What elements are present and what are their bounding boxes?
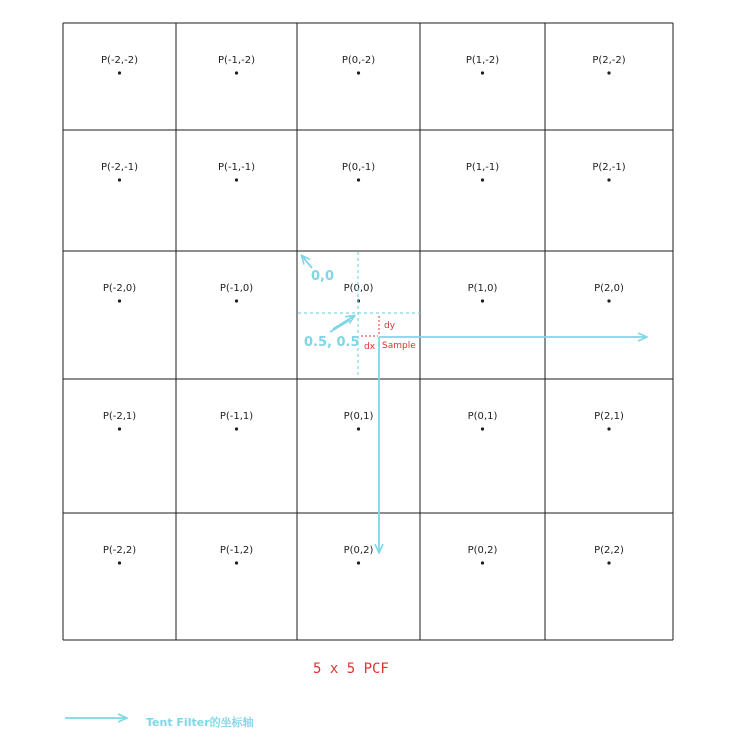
grid-cell bbox=[594, 411, 624, 431]
cell-label: P(2,1) bbox=[594, 411, 624, 422]
grid-cell bbox=[468, 545, 498, 565]
cell-label: P(0,1) bbox=[343, 411, 374, 422]
sample-point-dot bbox=[357, 178, 360, 181]
cell-label: P(-1,0) bbox=[219, 283, 254, 294]
cell-label: P(-1,1) bbox=[219, 411, 254, 422]
cell-label: P(2,0) bbox=[594, 283, 624, 294]
cell-label: P(0,-1) bbox=[341, 162, 376, 173]
grid-cell bbox=[468, 283, 498, 303]
sample-point-dot bbox=[481, 427, 484, 430]
sample-point-dot bbox=[607, 178, 610, 181]
cell-label: P(-2,0) bbox=[102, 283, 137, 294]
center-label: 0.5, 0.5 bbox=[304, 335, 360, 350]
cell-label: P(2,-2) bbox=[592, 55, 626, 66]
cell-label: P(-2,2) bbox=[102, 545, 137, 556]
legend-label: Tent Filter的坐标轴 bbox=[146, 716, 254, 729]
cell-label: P(1,-2) bbox=[465, 55, 500, 66]
sample-point-dot bbox=[607, 71, 610, 74]
sample-point-dot bbox=[118, 299, 121, 302]
cell-label: P(0,2) bbox=[343, 545, 374, 556]
cell-label: P(-1,-2) bbox=[218, 55, 255, 66]
cell-label: P(-1,2) bbox=[219, 545, 254, 556]
cell-label: P(2,-1) bbox=[592, 162, 626, 173]
grid-cell bbox=[344, 283, 374, 303]
grid-cell bbox=[466, 55, 499, 75]
sample-point-dot bbox=[607, 561, 610, 564]
cell-label: P(0,-2) bbox=[341, 55, 376, 66]
sample-point-dot bbox=[481, 299, 484, 302]
grid-cell bbox=[594, 283, 624, 303]
sample-point-dot bbox=[357, 561, 360, 564]
sample-point-dot bbox=[481, 71, 484, 74]
cell-label: P(-2,-2) bbox=[101, 55, 138, 66]
grid-cell bbox=[218, 162, 255, 182]
sample-point-dot bbox=[118, 71, 121, 74]
center-arrow bbox=[333, 316, 354, 329]
diagram-caption: 5 x 5 PCF bbox=[313, 661, 389, 677]
sample-point-dot bbox=[481, 178, 484, 181]
cell-label: P(1,0) bbox=[467, 283, 498, 294]
grid-cell bbox=[103, 545, 136, 565]
sample-point-dot bbox=[607, 299, 610, 302]
cell-label: P(0,2) bbox=[467, 545, 498, 556]
cell-label: P(0,0) bbox=[343, 283, 374, 294]
grid-cell bbox=[592, 55, 625, 75]
grid-cell bbox=[220, 411, 253, 431]
sample-point-dot bbox=[118, 178, 121, 181]
sample-point-dot bbox=[235, 299, 238, 302]
grid-cell bbox=[103, 283, 136, 303]
grid-cell bbox=[220, 545, 253, 565]
cell-label: P(-2,-1) bbox=[101, 162, 138, 173]
origin-arrow bbox=[302, 256, 312, 268]
sample-point-dot bbox=[118, 427, 121, 430]
grid-cell bbox=[101, 162, 138, 182]
grid-cell bbox=[344, 411, 374, 431]
origin-label: 0,0 bbox=[311, 269, 335, 284]
grid-cell bbox=[101, 55, 138, 75]
cell-label: P(-1,-1) bbox=[218, 162, 255, 173]
cell-label: P(1,-1) bbox=[465, 162, 500, 173]
sample-point-dot bbox=[118, 561, 121, 564]
grid-cell bbox=[592, 162, 625, 182]
sample-point-dot bbox=[357, 427, 360, 430]
sample-point-dot bbox=[481, 561, 484, 564]
tent-filter-axes bbox=[302, 256, 646, 552]
grid-cells bbox=[101, 55, 626, 565]
grid-cell bbox=[466, 162, 499, 182]
grid-cell bbox=[468, 411, 498, 431]
cell-label: P(0,1) bbox=[467, 411, 498, 422]
grid-cell bbox=[103, 411, 136, 431]
grid-cell bbox=[218, 55, 255, 75]
sample-point-dot bbox=[235, 71, 238, 74]
sample-point-dot bbox=[235, 427, 238, 430]
sample-point-dot bbox=[235, 561, 238, 564]
grid-cell bbox=[342, 55, 375, 75]
sample-point-dot bbox=[235, 178, 238, 181]
cell-label: P(2,2) bbox=[594, 545, 624, 556]
grid-cell bbox=[220, 283, 253, 303]
dx-label: dx bbox=[364, 342, 376, 352]
dy-label: dy bbox=[384, 321, 396, 331]
sample-label: Sample bbox=[382, 341, 416, 351]
sample-point-dot bbox=[607, 427, 610, 430]
cell-label: P(-2,1) bbox=[102, 411, 137, 422]
center-arrow-shaft bbox=[330, 320, 350, 332]
grid-cell bbox=[344, 545, 374, 565]
grid-cell bbox=[594, 545, 624, 565]
grid-cell bbox=[342, 162, 375, 182]
sample-point-dot bbox=[357, 71, 360, 74]
offset-marks bbox=[361, 316, 379, 336]
